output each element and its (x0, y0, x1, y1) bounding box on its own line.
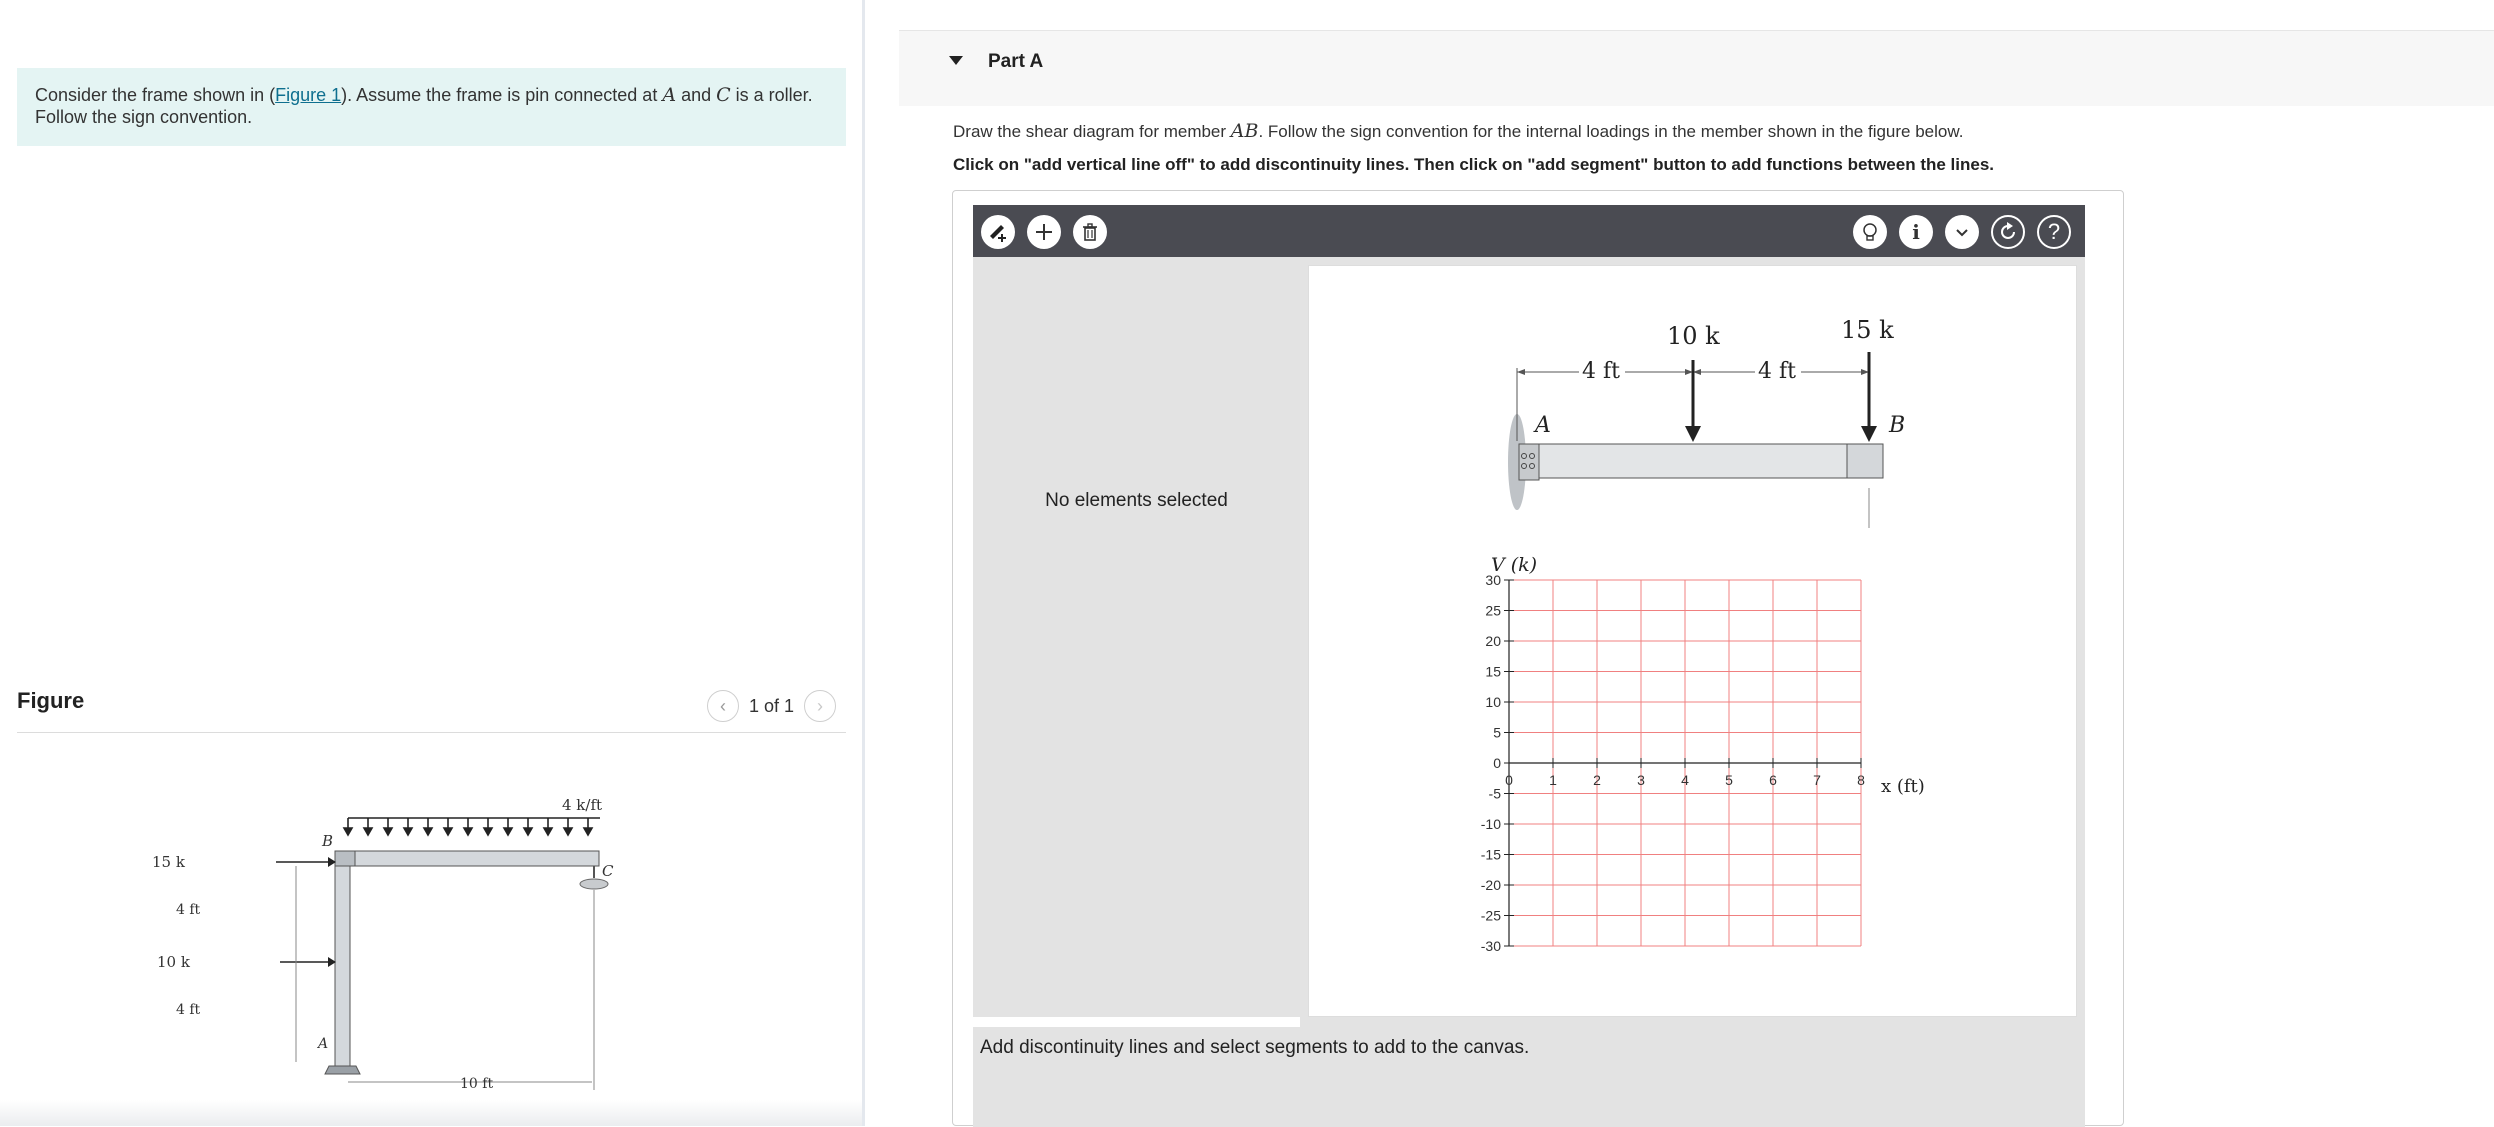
fig-force-10k: 10 k (157, 953, 190, 971)
add-segment-button[interactable] (1027, 215, 1061, 249)
part-title: Part A (988, 51, 1044, 72)
chevron-right-icon: › (817, 695, 824, 716)
beam-label-b: B (1889, 413, 1906, 438)
x-tick-label: 4 (1681, 772, 1689, 788)
trash-icon (1079, 221, 1101, 243)
beam-end-b (1847, 444, 1883, 478)
refresh-icon (1997, 221, 2019, 243)
distributed-load-arrows (344, 818, 600, 835)
add-vertical-line-icon (987, 221, 1009, 243)
plus-icon (1033, 221, 1055, 243)
instruction-1-suffix: . Follow the sign convention for the internal loadings in the member shown in the figure below. (1258, 122, 1964, 141)
right-pane (865, 0, 2494, 1126)
y-tick-label: -20 (1480, 877, 1501, 893)
wall-plate (1519, 444, 1539, 480)
help-icon: ? (2047, 219, 2061, 244)
instruction-1-prefix: Draw the shear diagram for member (953, 122, 1231, 141)
prev-figure-button[interactable] (707, 690, 739, 722)
help-button[interactable] (2037, 215, 2071, 249)
beam-load-15k: 15 k (1841, 316, 1894, 344)
chart-xlabel: x (ft) (1881, 776, 1925, 797)
bottom-fade (0, 1100, 862, 1126)
lightbulb-icon (1859, 221, 1881, 243)
chart-axes (1504, 580, 1861, 946)
y-tick-label: -30 (1480, 938, 1501, 954)
beam-load-10k: 10 k (1667, 322, 1720, 350)
y-tick-label: -5 (1488, 785, 1501, 802)
roller-c (580, 879, 608, 889)
figure-divider (17, 732, 846, 733)
x-tick-label: 0 (1505, 772, 1513, 788)
beam-dim-1: 4 ft (1582, 359, 1620, 384)
info-icon: i (1912, 220, 1920, 244)
drawing-canvas[interactable] (1308, 265, 2077, 1017)
x-tick-label: 5 (1725, 772, 1733, 788)
point-c-label: C (716, 84, 731, 106)
fig-load-label: 4 k/ft (562, 796, 603, 814)
x-tick-label: 1 (1549, 772, 1557, 788)
problem-text-and: and (676, 85, 717, 105)
figure-pager (707, 690, 836, 722)
chevron-left-icon: ‹ (720, 695, 726, 716)
y-tick-label: 10 (1485, 694, 1501, 710)
instruction-1 (953, 120, 1963, 142)
member-label: AB (1230, 120, 1259, 142)
x-tick-label: 3 (1637, 772, 1645, 788)
problem-text-prefix: Consider the frame shown in ( (35, 85, 276, 105)
y-tick-label: -15 (1480, 846, 1501, 863)
beam-dim-2: 4 ft (1758, 359, 1796, 384)
no-selection-text: No elements selected (1045, 490, 1228, 511)
y-tick-label: 30 (1485, 572, 1501, 588)
y-tick-label: 15 (1485, 663, 1501, 680)
delete-button[interactable] (1073, 215, 1107, 249)
frame-column-ab (335, 866, 350, 1066)
properties-panel (973, 257, 1300, 1017)
beam-ab (1539, 444, 1883, 478)
message-area (973, 1027, 2085, 1127)
point-a-label: A (662, 84, 677, 106)
fig-dim-4ft-2: 4 ft (176, 1002, 201, 1018)
more-options-button[interactable] (1945, 215, 1979, 249)
problem-text-suffix: is a roller. (730, 85, 813, 105)
left-pane (0, 0, 862, 1126)
x-tick-label: 8 (1857, 772, 1865, 788)
instruction-2: Click on "add vertical line off" to add discontinuity lines. Then click on "add segment" button to add functions between the lines. (953, 155, 1995, 174)
pin-support-a (325, 1066, 360, 1074)
x-tick-label: 2 (1593, 772, 1601, 788)
part-a-header[interactable] (899, 30, 2494, 106)
canvas-svg[interactable] (1309, 266, 2078, 1018)
problem-statement (17, 68, 846, 146)
y-tick-label: 5 (1493, 724, 1501, 741)
canvas-message: Add discontinuity lines and select segments to add to the canvas. (980, 1037, 1530, 1058)
y-tick-label: -10 (1480, 816, 1501, 832)
y-tick-label: 20 (1485, 633, 1501, 649)
fig-label-a: A (318, 1036, 329, 1052)
load-10k-head (1685, 426, 1701, 442)
pager-text: 1 of 1 (749, 695, 795, 716)
beam-label-a: A (1535, 413, 1551, 438)
add-vertical-line-button[interactable] (981, 215, 1015, 249)
problem-line-2: Follow the sign convention. (35, 107, 253, 127)
fig-label-c: C (602, 862, 614, 880)
fig-label-b: B (322, 832, 334, 850)
next-figure-button[interactable] (804, 690, 836, 722)
load-15k-head (1861, 426, 1877, 442)
fig-dim-10ft: 10 ft (460, 1076, 494, 1092)
chart-ylabel: V (k) (1491, 554, 1538, 576)
frame-joint-b (335, 851, 355, 866)
hint-button[interactable] (1853, 215, 1887, 249)
drawing-tool (952, 190, 2124, 1126)
frame-beam-bc (335, 851, 599, 866)
fig-dim-4ft-1: 4 ft (176, 902, 201, 918)
beam-figure (1508, 316, 1905, 528)
y-tick-label: -25 (1480, 907, 1501, 924)
figure-link[interactable]: Figure 1 (275, 85, 342, 105)
problem-text-middle: ). Assume the frame is pin connected at (341, 85, 663, 105)
tool-toolbar (973, 205, 2085, 257)
problem-line-1 (35, 84, 828, 106)
info-button[interactable] (1899, 215, 1933, 249)
reset-button[interactable] (1991, 215, 2025, 249)
frame-figure (152, 780, 630, 1100)
dim-arrow-icon (1517, 369, 1525, 375)
y-tick-label: 0 (1493, 755, 1501, 771)
fig-force-15k: 15 k (152, 853, 185, 871)
collapse-caret-icon[interactable] (949, 56, 963, 65)
x-tick-label: 7 (1813, 772, 1821, 788)
chevron-down-icon (1953, 223, 1971, 241)
figure-heading: Figure (17, 688, 85, 713)
y-tick-label: 25 (1485, 602, 1501, 619)
x-tick-label: 6 (1769, 772, 1777, 788)
